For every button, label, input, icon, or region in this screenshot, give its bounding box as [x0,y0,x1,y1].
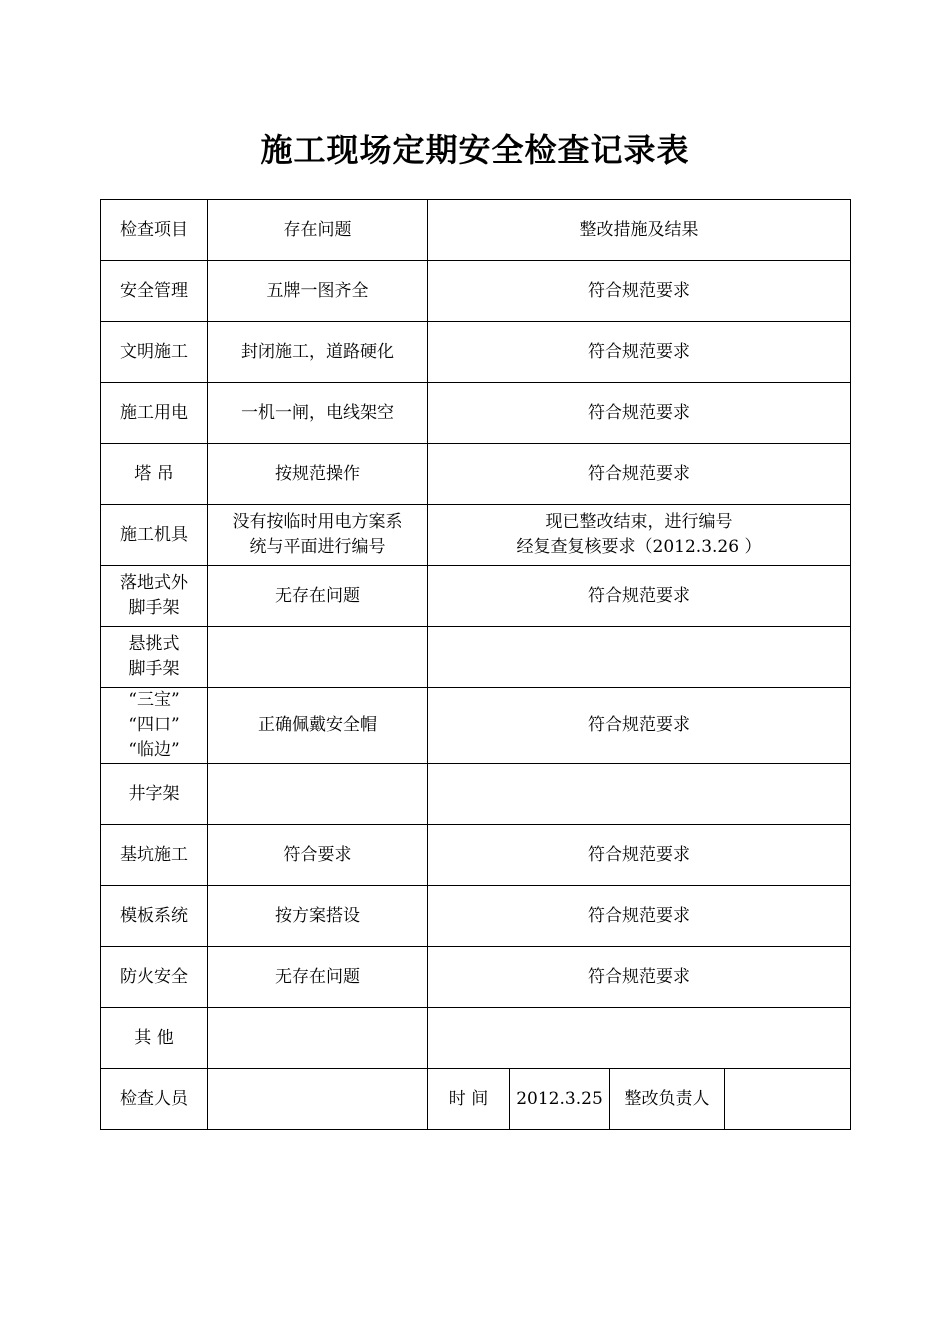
table-row [101,566,851,627]
header-problem: 存在问题 [208,200,428,261]
table-row [101,627,851,688]
cell-measure-line: 符合规范要求 [588,844,690,865]
cell-measure-line: 符合规范要求 [588,585,690,606]
cell-item [101,1008,208,1069]
cell-measure [428,1008,851,1069]
cell-item-line: 脚手架 [128,598,180,618]
table-footer-row [101,1069,851,1130]
cell-problem-line: 按规范操作 [275,463,360,484]
table-row [101,383,851,444]
cell-item-line: 井字架 [128,783,180,804]
time-label: 时 间 [428,1069,510,1130]
cell-problem [208,261,428,322]
cell-problem-line: 无存在问题 [275,966,360,987]
time-value: 2012.3.25 [510,1069,610,1130]
inspector-value [208,1069,428,1130]
cell-measure-line: 符合规范要求 [588,402,690,423]
cell-problem-line: 一机一闸，电线架空 [241,402,394,423]
cell-measure-line: 符合规范要求 [588,341,690,362]
cell-problem-line: 没有按临时用电方案系 [232,512,403,532]
table-row [101,764,851,825]
cell-measure [428,322,851,383]
cell-item-line: 其 他 [134,1027,174,1048]
cell-item-line: “临边” [128,740,180,760]
cell-problem [208,764,428,825]
cell-problem-line: 正确佩戴安全帽 [258,715,377,735]
cell-measure [428,825,851,886]
cell-item-line: 施工用电 [120,402,188,423]
cell-measure [428,947,851,1008]
cell-measure [428,505,851,566]
cell-problem-line: 封闭施工，道路硬化 [241,341,394,362]
cell-problem [208,444,428,505]
cell-item-line: 塔 吊 [134,463,174,484]
cell-problem [208,947,428,1008]
cell-measure-line: 符合规范要求 [588,715,690,735]
cell-measure-line: 现已整改结束，进行编号 [545,512,733,532]
cell-item-line: “四口” [128,715,180,735]
cell-item [101,505,208,566]
cell-item [101,627,208,688]
inspector-label: 检查人员 [101,1069,208,1130]
cell-measure [428,764,851,825]
cell-item [101,886,208,947]
cell-measure [428,566,851,627]
cell-problem [208,505,428,566]
cell-measure [428,688,851,764]
cell-measure [428,444,851,505]
cell-item-line: 悬挑式 [128,634,180,654]
table-row [101,825,851,886]
table-row [101,688,851,764]
cell-item [101,947,208,1008]
cell-item-line: 模板系统 [120,905,188,926]
header-measure: 整改措施及结果 [428,200,851,261]
cell-item-line: 落地式外 [120,573,188,593]
cell-item [101,322,208,383]
cell-problem-line: 按方案搭设 [275,905,360,926]
table-row [101,444,851,505]
cell-measure-line: 经复查复核要求（2012.3.26 ） [516,537,762,557]
responsible-label: 整改负责人 [610,1069,725,1130]
cell-item [101,444,208,505]
header-item: 检查项目 [101,200,208,261]
table-row [101,886,851,947]
cell-problem [208,383,428,444]
table-row [101,947,851,1008]
cell-item-line: 安全管理 [120,280,188,301]
cell-measure [428,383,851,444]
cell-item [101,383,208,444]
cell-measure [428,261,851,322]
cell-measure-line: 符合规范要求 [588,463,690,484]
table-row [101,1008,851,1069]
cell-item-line: “三宝” [128,690,180,710]
cell-problem [208,1008,428,1069]
page-title: 施工现场定期安全检查记录表 [260,131,690,169]
cell-item-line: 脚手架 [128,659,180,679]
cell-measure-line: 符合规范要求 [588,280,690,301]
cell-problem-line: 无存在问题 [275,585,360,606]
cell-problem [208,627,428,688]
cell-item [101,825,208,886]
responsible-value [725,1069,851,1130]
cell-item-line: 基坑施工 [120,844,188,865]
cell-item-line: 防火安全 [120,966,188,987]
cell-item [101,764,208,825]
cell-problem [208,566,428,627]
table-header-row [101,200,851,261]
table-row [101,322,851,383]
cell-item-line: 施工机具 [120,524,188,545]
cell-problem-line: 五牌一图齐全 [266,280,369,301]
cell-problem [208,322,428,383]
table-row [101,505,851,566]
cell-problem [208,886,428,947]
cell-item-line: 文明施工 [120,341,188,362]
cell-problem [208,825,428,886]
cell-problem-line: 符合要求 [283,844,352,865]
cell-measure-line: 符合规范要求 [588,905,690,926]
table-row [101,261,851,322]
cell-item [101,261,208,322]
inspection-record-table [100,199,851,1130]
cell-item [101,688,208,764]
cell-measure [428,627,851,688]
cell-item [101,566,208,627]
cell-measure [428,886,851,947]
cell-problem [208,688,428,764]
cell-problem-line: 统与平面进行编号 [249,537,386,557]
cell-measure-line: 符合规范要求 [588,966,690,987]
